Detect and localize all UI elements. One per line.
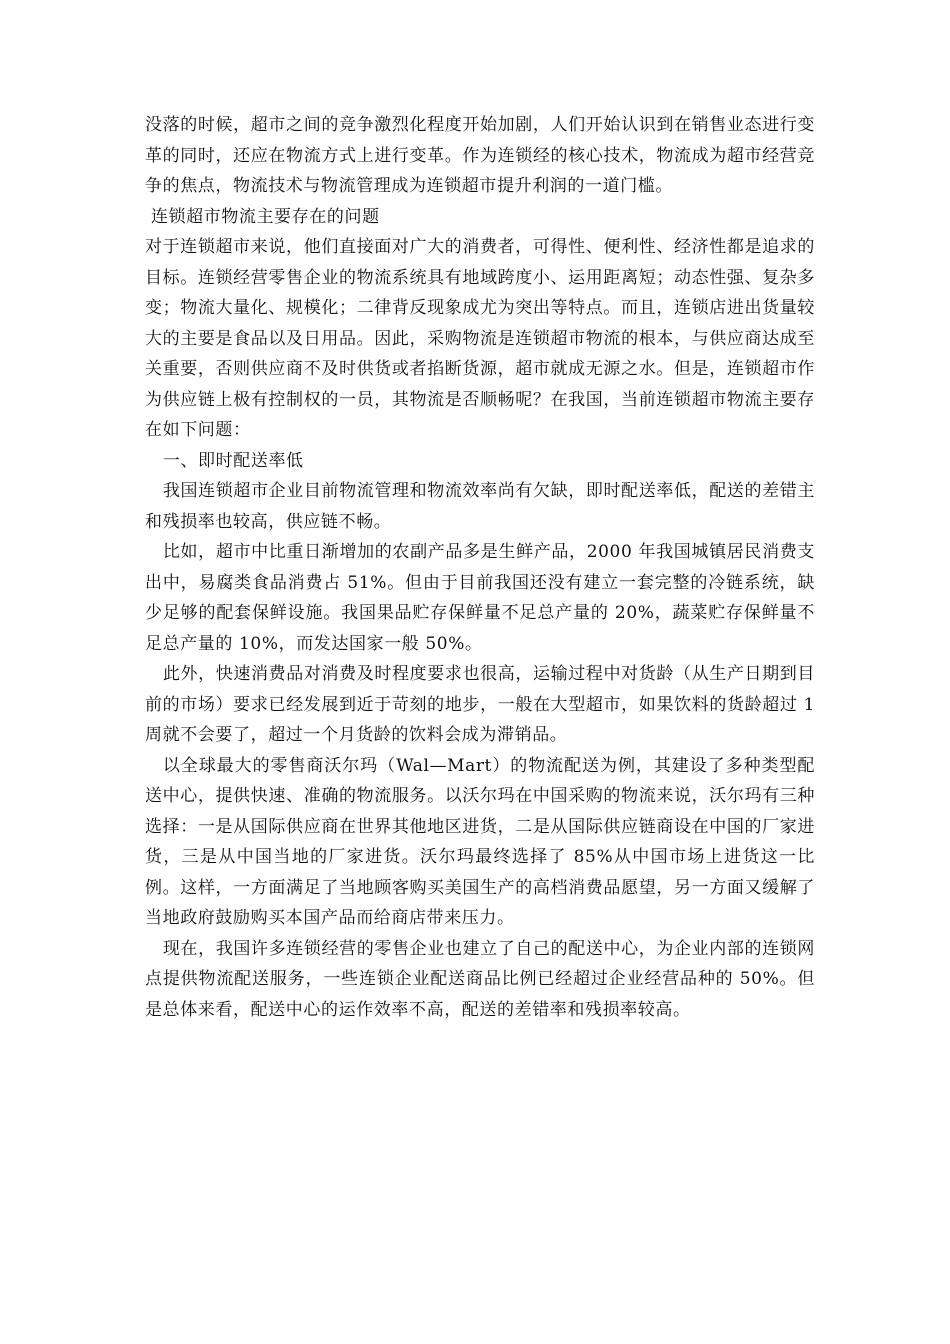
subsection-heading: 一、即时配送率低: [162, 450, 304, 471]
paragraph-delivery-rate: 我国连锁超市企业目前物流管理和物流效率尚有欠缺，即时配送率低，配送的差错主和残损率也较高，供应链不畅。: [145, 481, 815, 532]
paragraph-distribution-centers: 现在，我国许多连锁经营的零售企业也建立了自己的配送中心，为企业内部的连锁网点提供物流配送服务，一些连锁企业配送商品比例已经超过企业经营品种的 50%。但是总体来看，配送中心的运作效率不高，配送的差错率和残损率较高。: [145, 938, 815, 1020]
paragraph-problems: 对于连锁超市来说，他们直接面对广大的消费者，可得性、便利性、经济性都是追求的目标。连锁经营零售企业的物流系统具有地域跨度小、运用距离短；动态性强、复杂多变；物流大量化、规模化；二律背反现象成尤为突出等特点。而且，连锁店进出货量较大的主要是食品以及日用品。因此，采购物流是连锁超市物流的根本，与供应商达成至关重要，否则供应商不及时供货或者掐断货源，超市就成无源之水。但是，连锁超市作为供应链上极有控制权的一员，其物流是否顺畅呢？在我国，当前连锁超市物流主要存在如下问题：: [145, 237, 815, 440]
document-body: [145, 110, 815, 1025]
section-heading: 连锁超市物流主要存在的问题: [150, 206, 380, 227]
paragraph-intro: 没落的时候，超市之间的竞争激烈化程度开始加剧，人们开始认识到在销售业态进行变革的同时，还应在物流方式上进行变革。作为连锁经的核心技术，物流成为超市经营竞争的焦点，物流技术与物流管理成为连锁超市提升利润的一道门槛。: [145, 115, 815, 196]
paragraph-walmart: 以全球最大的零售商沃尔玛（Wal—Mart）的物流配送为例，其建设了多种类型配送中心，提供快速、准确的物流服务。以沃尔玛在中国采购的物流来说，沃尔玛有三种选择：一是从国际供应商在世界其他地区进货，二是从国际供应链商设在中国的厂家进货，三是从中国当地的厂家进货。沃尔玛最终选择了 85%从中国市场上进货这一比例。这样，一方面满足了当地顾客购买美国生产的高档消费品愿望，另一方面又缓解了当地政府鼓励购买本国产品而给商店带来压力。: [145, 755, 815, 928]
paragraph-fresh-products: 比如，超市中比重日渐增加的农副产品多是生鲜产品，2000 年我国城镇居民消费支出中，易腐类食品消费占 51%。但由于目前我国还没有建立一套完整的冷链系统，缺少足够的配套保鲜设施。我国果品贮存保鲜量不足总产量的 20%，蔬菜贮存保鲜量不足总产量的 10%，而发达国家一般 50%。: [145, 542, 815, 654]
paragraph-fast-consumer-goods: 此外，快速消费品对消费及时程度要求也很高，运输过程中对货龄（从生产日期到目前的市场）要求已经发展到近于苛刻的地步，一般在大型超市，如果饮料的货龄超过 1 周就不会要了，超过一个月货龄的饮料会成为滞销品。: [145, 664, 815, 745]
